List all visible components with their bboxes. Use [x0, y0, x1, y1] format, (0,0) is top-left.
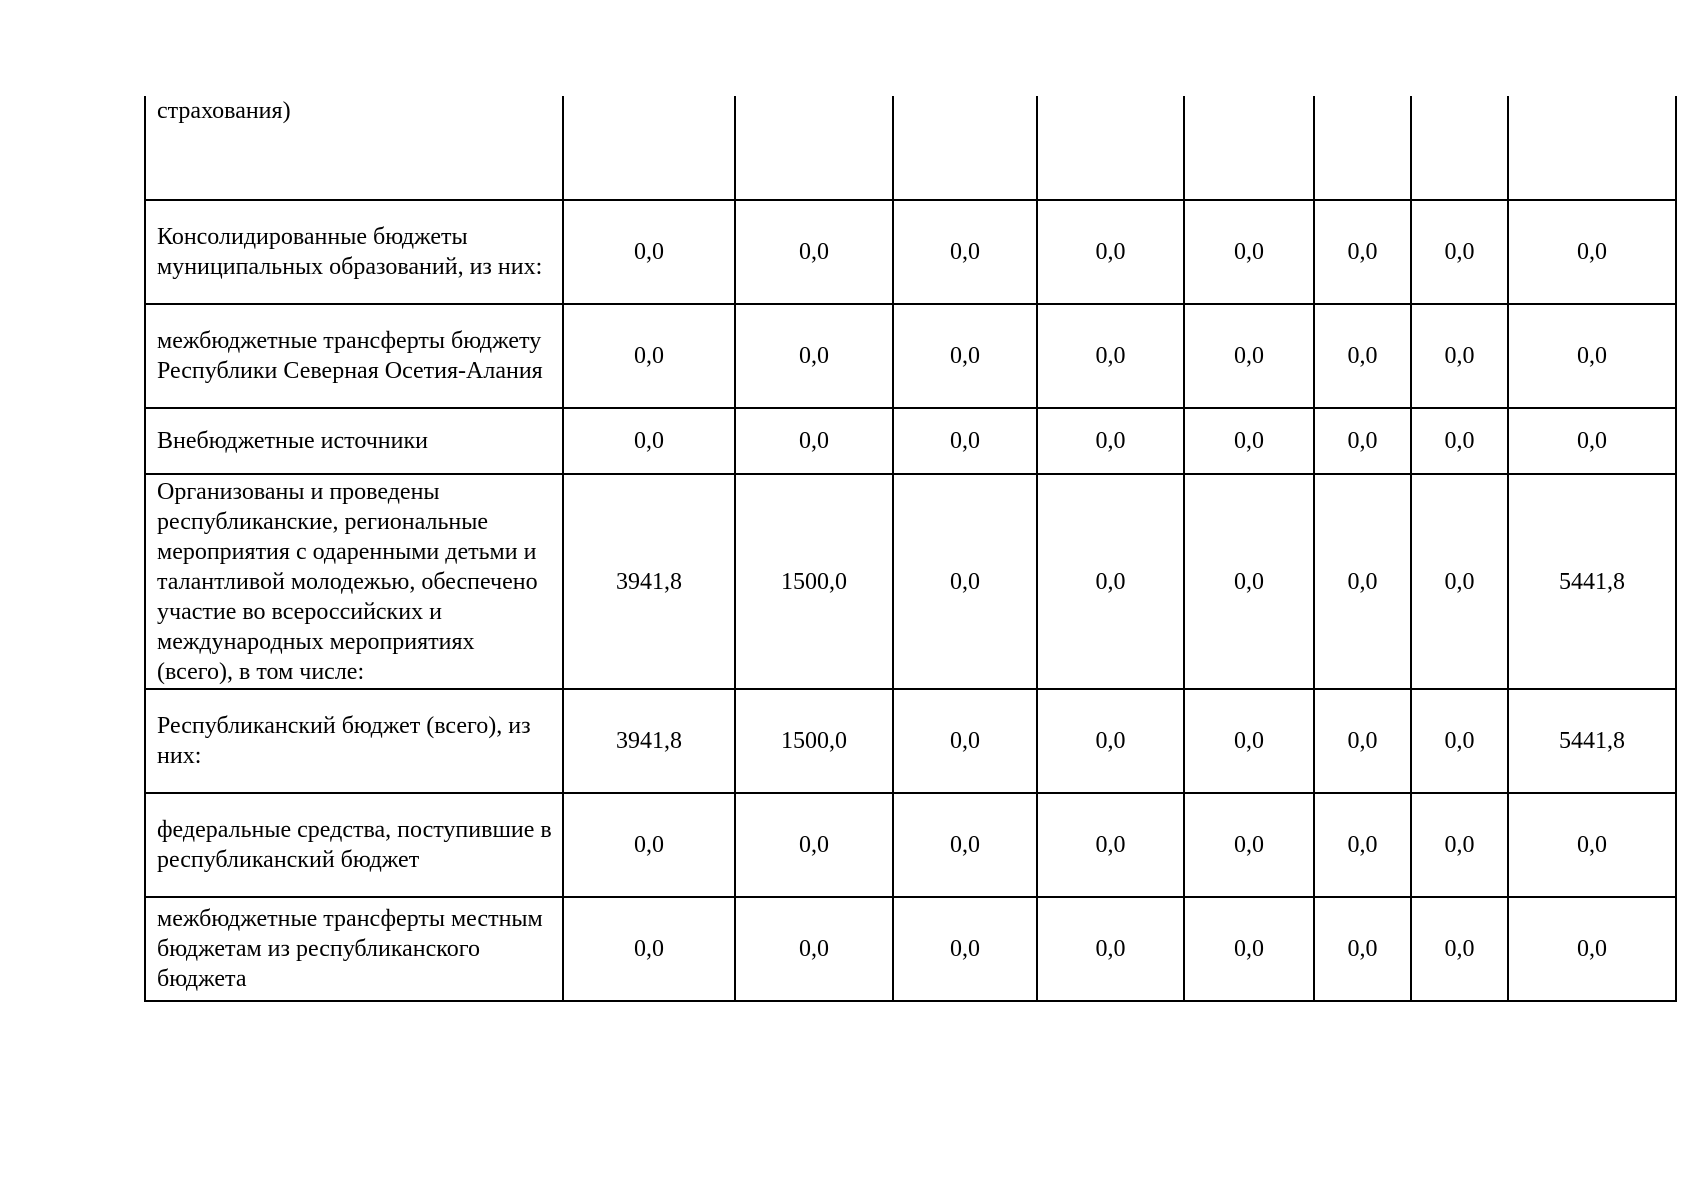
row-label: Организованы и проведены республиканские, региональные мероприятия с одаренными детьми и талантливой молодежью, обеспечено участие во всероссийских и международных мероприятиях (всего), в том числе: — [145, 474, 563, 689]
table-row — [145, 474, 1676, 689]
value-cell — [1184, 96, 1314, 200]
budget-table — [144, 96, 1677, 1002]
table-row — [145, 793, 1676, 897]
value-cell: 0,0 — [1184, 689, 1314, 793]
value-cell — [1411, 96, 1508, 200]
row-label: Консолидированные бюджеты муниципальных образований, из них: — [145, 200, 563, 304]
table-row — [145, 200, 1676, 304]
value-cell: 0,0 — [563, 793, 735, 897]
value-cell: 0,0 — [1508, 408, 1676, 474]
value-cell: 0,0 — [735, 200, 893, 304]
value-cell: 5441,8 — [1508, 474, 1676, 689]
row-label: Внебюджетные источники — [145, 408, 563, 474]
table-row — [145, 689, 1676, 793]
row-label: Республиканский бюджет (всего), из них: — [145, 689, 563, 793]
value-cell: 0,0 — [1508, 304, 1676, 408]
value-cell — [1314, 96, 1411, 200]
value-cell — [893, 96, 1037, 200]
value-cell: 0,0 — [1411, 200, 1508, 304]
table-row — [145, 408, 1676, 474]
value-cell: 0,0 — [1184, 793, 1314, 897]
value-cell: 0,0 — [1508, 897, 1676, 1001]
value-cell: 0,0 — [1314, 689, 1411, 793]
value-cell: 0,0 — [1314, 408, 1411, 474]
value-cell: 0,0 — [893, 408, 1037, 474]
table-row — [145, 304, 1676, 408]
value-cell: 0,0 — [893, 689, 1037, 793]
value-cell: 0,0 — [1314, 304, 1411, 408]
value-cell: 0,0 — [893, 304, 1037, 408]
value-cell: 0,0 — [1411, 689, 1508, 793]
value-cell: 3941,8 — [563, 689, 735, 793]
row-label: межбюджетные трансферты местным бюджетам из республиканского бюджета — [145, 897, 563, 1001]
value-cell: 0,0 — [1314, 897, 1411, 1001]
row-label: межбюджетные трансферты бюджету Республики Северная Осетия-Алания — [145, 304, 563, 408]
value-cell: 3941,8 — [563, 474, 735, 689]
value-cell: 0,0 — [893, 897, 1037, 1001]
value-cell: 0,0 — [1411, 304, 1508, 408]
value-cell — [1508, 96, 1676, 200]
row-label: страхования) — [145, 96, 563, 200]
value-cell: 0,0 — [1037, 793, 1184, 897]
value-cell: 0,0 — [1508, 200, 1676, 304]
value-cell: 0,0 — [1184, 897, 1314, 1001]
value-cell: 0,0 — [1184, 474, 1314, 689]
value-cell: 0,0 — [893, 474, 1037, 689]
value-cell: 0,0 — [735, 897, 893, 1001]
value-cell: 0,0 — [563, 408, 735, 474]
value-cell: 1500,0 — [735, 689, 893, 793]
value-cell: 0,0 — [1314, 200, 1411, 304]
value-cell: 0,0 — [1037, 304, 1184, 408]
value-cell: 0,0 — [1184, 304, 1314, 408]
value-cell: 5441,8 — [1508, 689, 1676, 793]
value-cell: 0,0 — [1411, 793, 1508, 897]
value-cell: 0,0 — [1411, 474, 1508, 689]
value-cell: 1500,0 — [735, 474, 893, 689]
value-cell: 0,0 — [1037, 689, 1184, 793]
value-cell: 0,0 — [1508, 793, 1676, 897]
value-cell: 0,0 — [1411, 897, 1508, 1001]
value-cell: 0,0 — [735, 793, 893, 897]
value-cell: 0,0 — [893, 200, 1037, 304]
value-cell: 0,0 — [893, 793, 1037, 897]
value-cell: 0,0 — [1314, 474, 1411, 689]
value-cell: 0,0 — [735, 408, 893, 474]
table-row — [145, 897, 1676, 1001]
value-cell: 0,0 — [563, 897, 735, 1001]
value-cell: 0,0 — [563, 304, 735, 408]
value-cell: 0,0 — [1037, 408, 1184, 474]
value-cell: 0,0 — [1037, 200, 1184, 304]
value-cell: 0,0 — [1037, 897, 1184, 1001]
value-cell: 0,0 — [1411, 408, 1508, 474]
value-cell — [1037, 96, 1184, 200]
value-cell: 0,0 — [1314, 793, 1411, 897]
row-label: федеральные средства, поступившие в республиканский бюджет — [145, 793, 563, 897]
value-cell — [563, 96, 735, 200]
value-cell: 0,0 — [735, 304, 893, 408]
value-cell: 0,0 — [1037, 474, 1184, 689]
value-cell — [735, 96, 893, 200]
value-cell: 0,0 — [1184, 408, 1314, 474]
table-row — [145, 96, 1676, 200]
value-cell: 0,0 — [563, 200, 735, 304]
value-cell: 0,0 — [1184, 200, 1314, 304]
